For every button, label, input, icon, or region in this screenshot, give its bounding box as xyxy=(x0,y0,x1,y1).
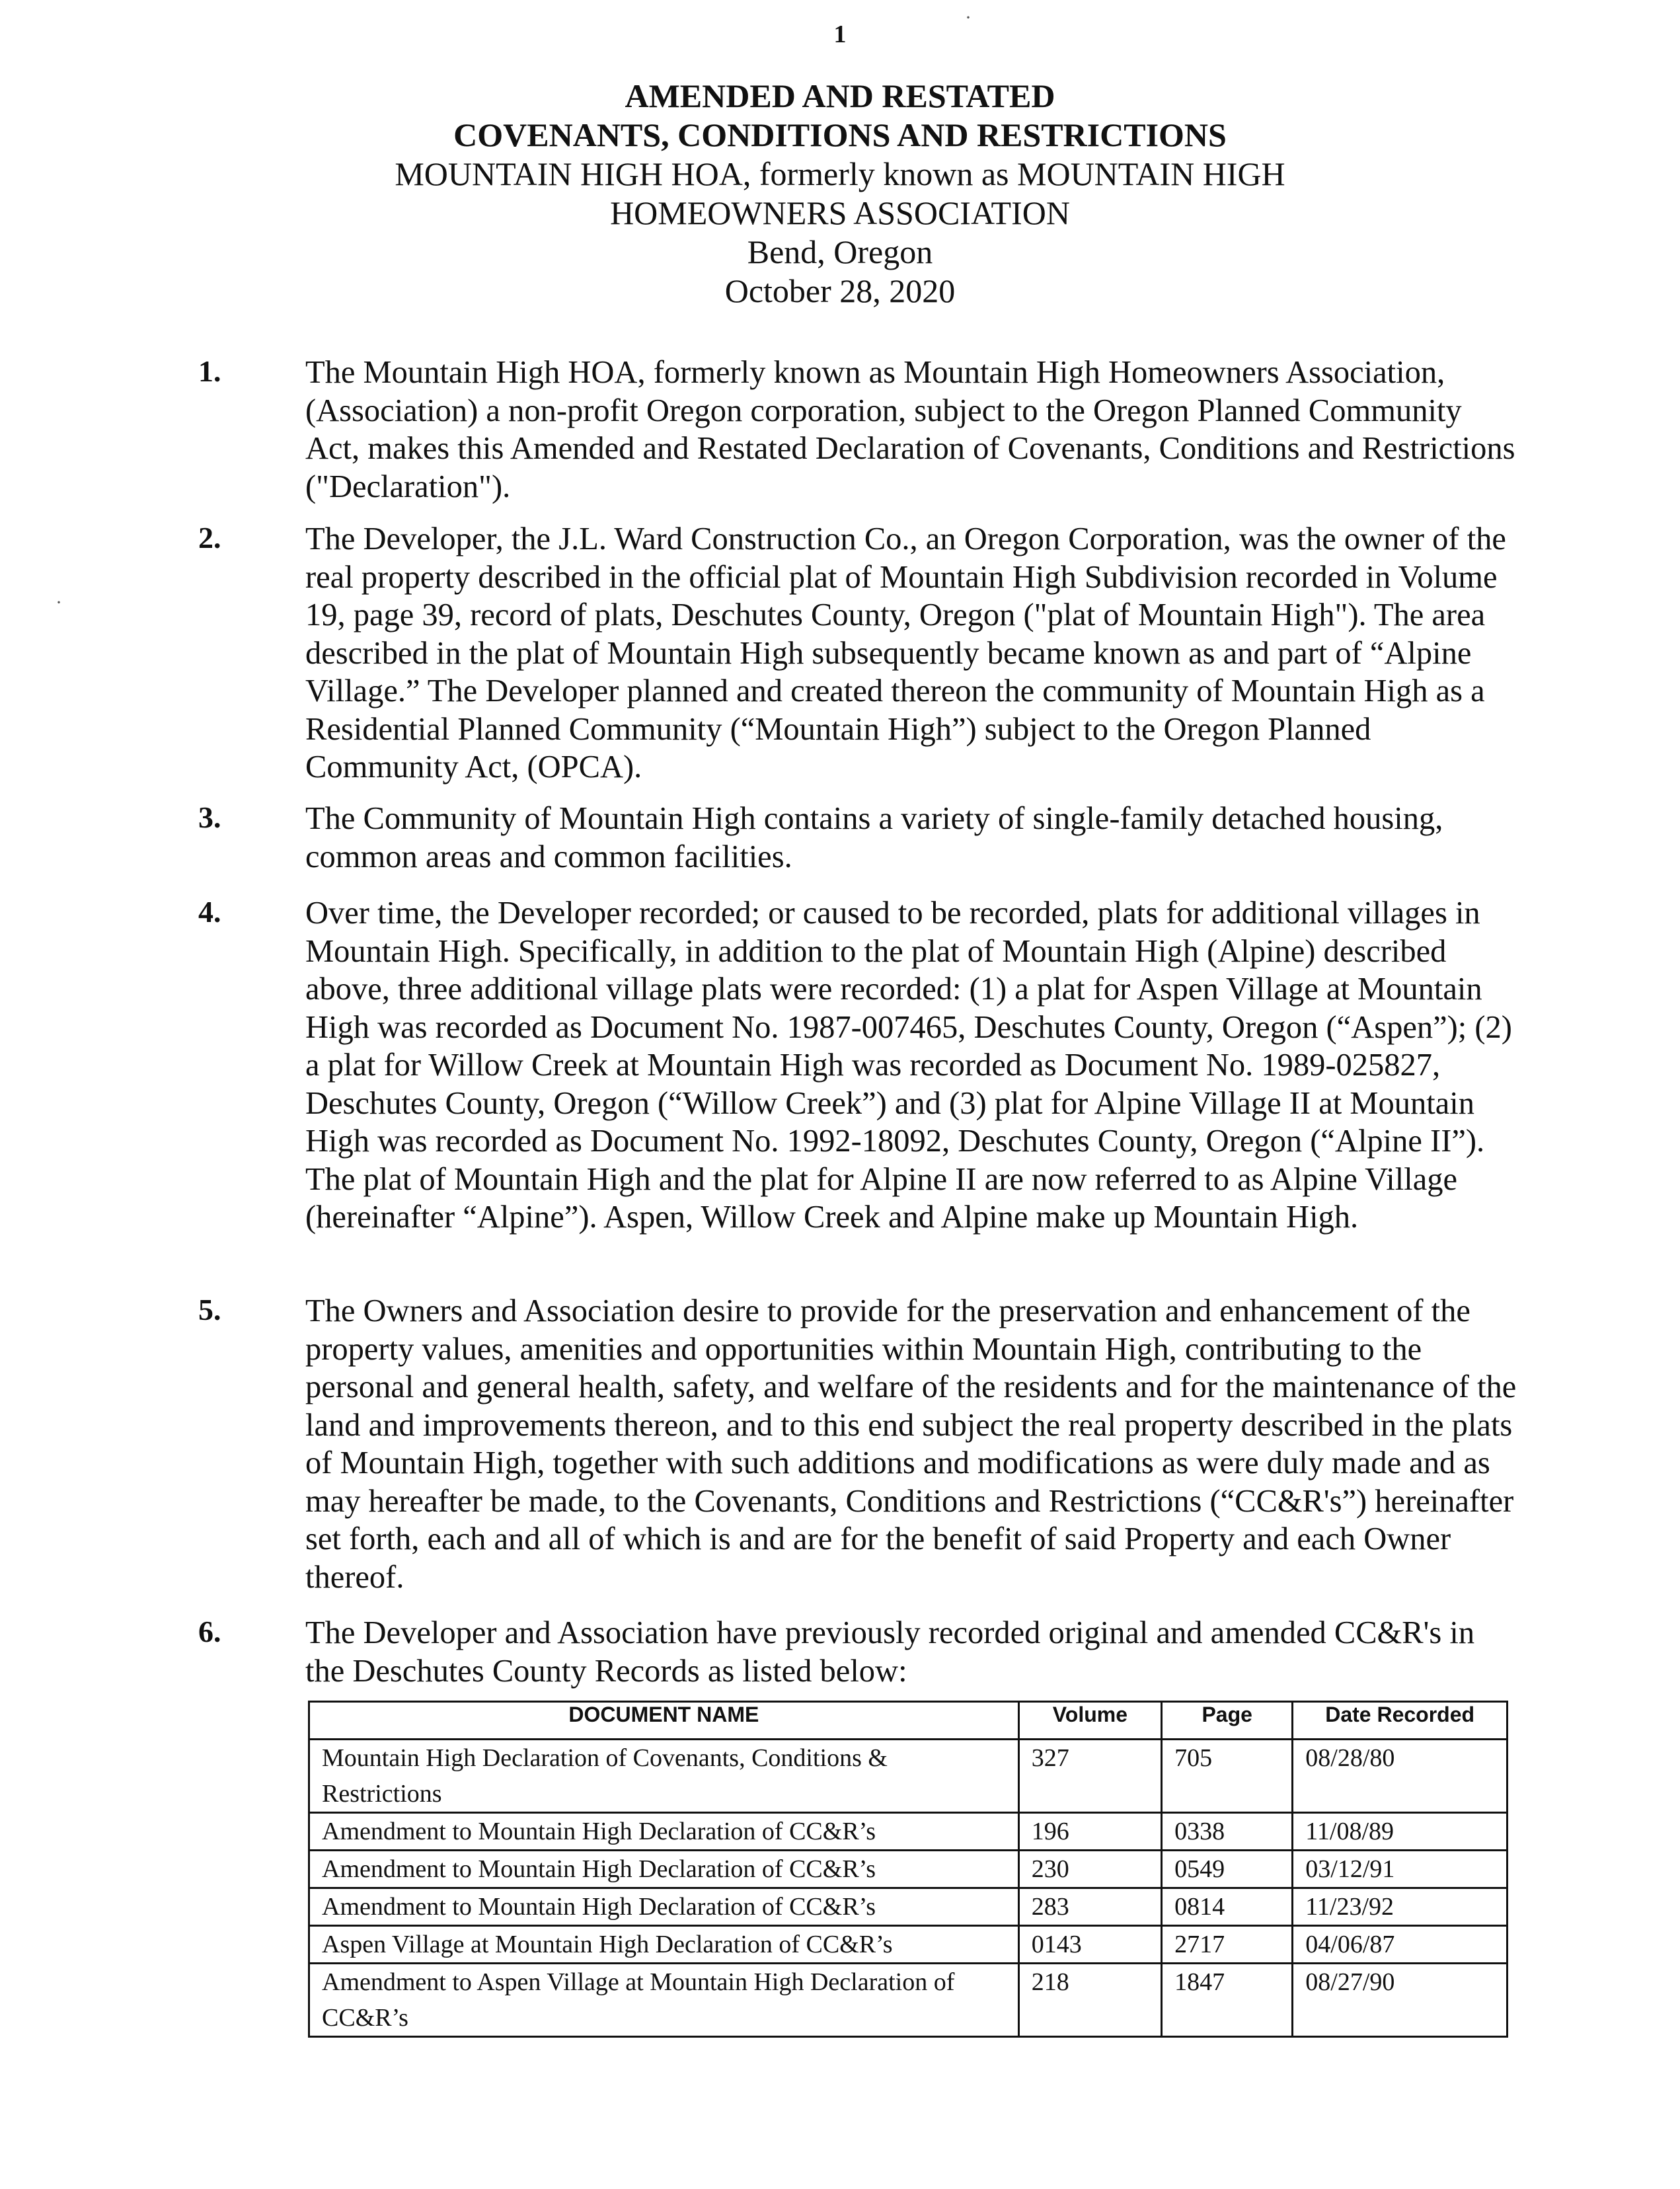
column-header-date-recorded: Date Recorded xyxy=(1293,1702,1508,1740)
title-line-2: COVENANTS, CONDITIONS AND RESTRICTIONS xyxy=(453,116,1227,153)
paragraph-number: 1. xyxy=(198,354,221,388)
cell-volume: 218 xyxy=(1018,1964,1161,2037)
document-header xyxy=(0,77,1680,311)
scan-speck: · xyxy=(965,7,972,28)
paragraph-number: 2. xyxy=(198,521,221,555)
paragraph-number: 4. xyxy=(198,895,221,929)
paragraph-text: The Developer, the J.L. Ward Construction Co., an Oregon Corporation, was the owner of the real property described in the official plat of Mountain High Subdivision recorded in Volume 19, page 39, record of plats, Deschutes County, Oregon ("plat of Mountain High"). The area described in the plat of Mountain High subsequently became known as and part of “Alpine Village.” The Developer planned and created thereon the community of Mountain High as a Residential Planned Community (“Mountain High”) subject to the Oregon Planned Community Act, (OPCA). xyxy=(305,521,1506,785)
cell-document-name: Amendment to Mountain High Declaration of CC&R’s xyxy=(309,1851,1019,1888)
table-row xyxy=(309,1888,1508,1926)
cell-date-recorded: 03/12/91 xyxy=(1293,1851,1508,1888)
column-header-page: Page xyxy=(1162,1702,1293,1740)
cell-date-recorded: 08/27/90 xyxy=(1293,1964,1508,2037)
cell-document-name: Aspen Village at Mountain High Declaration of CC&R’s xyxy=(309,1926,1019,1964)
cell-date-recorded: 11/23/92 xyxy=(1293,1888,1508,1926)
page-number: 1 xyxy=(833,20,847,48)
table-header-row xyxy=(309,1702,1508,1740)
table-row xyxy=(309,1851,1508,1888)
recorded-documents-table xyxy=(308,1701,1508,2038)
cell-volume: 196 xyxy=(1018,1813,1161,1851)
cell-volume: 230 xyxy=(1018,1851,1161,1888)
table-row xyxy=(309,1964,1508,2037)
association-name-line-1: MOUNTAIN HIGH HOA, formerly known as MOUNTAIN HIGH xyxy=(395,155,1285,192)
cell-volume: 283 xyxy=(1018,1888,1161,1926)
cell-page: 0814 xyxy=(1162,1888,1293,1926)
cell-page: 0549 xyxy=(1162,1851,1293,1888)
cell-page: 705 xyxy=(1162,1740,1293,1813)
paragraph-number: 5. xyxy=(198,1293,221,1326)
cell-page: 2717 xyxy=(1162,1926,1293,1964)
location: Bend, Oregon xyxy=(747,233,933,270)
cell-date-recorded: 11/08/89 xyxy=(1293,1813,1508,1851)
table-row xyxy=(309,1740,1508,1813)
paragraph-text: The Owners and Association desire to provide for the preservation and enhancement of the property values, amenities and opportunities within Mountain High, contributing to the personal and general health, safety, and welfare of the residents and for the maintenance of the land and improvements thereon, and to this end subject the real property described in the plats of Mountain High, together with such additions and modifications as were duly made and as may hereafter be made, to the Covenants, Conditions and Restrictions (“CC&R's”) hereinafter set forth, each and all of which is and are for the benefit of said Property and each Owner thereof. xyxy=(305,1293,1517,1595)
paragraph-text: The Mountain High HOA, formerly known as Mountain High Homeowners Association, (Association) a non-profit Oregon corporation, subject to the Oregon Planned Community Act, makes this Amended and Restated Declaration of Covenants, Conditions and Restrictions ("Declaration"). xyxy=(305,355,1515,504)
cell-date-recorded: 04/06/87 xyxy=(1293,1926,1508,1964)
table-row xyxy=(309,1813,1508,1851)
table-row xyxy=(309,1926,1508,1964)
cell-page: 0338 xyxy=(1162,1813,1293,1851)
cell-date-recorded: 08/28/80 xyxy=(1293,1740,1508,1813)
column-header-volume: Volume xyxy=(1018,1702,1161,1740)
paragraph-number: 6. xyxy=(198,1615,221,1648)
cell-document-name: Amendment to Aspen Village at Mountain High Declaration of CC&R’s xyxy=(309,1964,1019,2037)
document-date: October 28, 2020 xyxy=(724,272,956,309)
cell-document-name: Mountain High Declaration of Covenants, Conditions & Restrictions xyxy=(309,1740,1019,1813)
paragraph-text: The Developer and Association have previously recorded original and amended CC&R's in the Deschutes County Records as listed below: xyxy=(305,1615,1475,1689)
cell-volume: 0143 xyxy=(1018,1926,1161,1964)
association-name-line-2: HOMEOWNERS ASSOCIATION xyxy=(610,194,1070,231)
cell-document-name: Amendment to Mountain High Declaration of CC&R’s xyxy=(309,1888,1019,1926)
cell-page: 1847 xyxy=(1162,1964,1293,2037)
paragraph-text: Over time, the Developer recorded; or caused to be recorded, plats for additional villages in Mountain High. Specifically, in addition to the plat of Mountain High (Alpine) described above, three additional village plats were recorded: (1) a plat for Aspen Village at Mountain High was recorded as Document No. 1987-007465, Deschutes County, Oregon (“Aspen”); (2) a plat for Willow Creek at Mountain High was recorded as Document No. 1989-025827, Deschutes County, Oregon (“Willow Creek”) and (3) plat for Alpine Village II at Mountain High was recorded as Document No. 1992-18092, Deschutes County, Oregon (“Alpine II”). The plat of Mountain High and the plat for Alpine II are now referred to as Alpine Village (hereinafter “Alpine”). Aspen, Willow Creek and Alpine make up Mountain High. xyxy=(305,896,1512,1235)
paragraph-text: The Community of Mountain High contains a variety of single-family detached housing, common areas and common facilities. xyxy=(305,801,1443,874)
scan-speck: · xyxy=(56,592,62,613)
paragraph-number: 3. xyxy=(198,800,221,834)
cell-volume: 327 xyxy=(1018,1740,1161,1813)
title-line-1: AMENDED AND RESTATED xyxy=(625,77,1055,114)
cell-document-name: Amendment to Mountain High Declaration of CC&R’s xyxy=(309,1813,1019,1851)
column-header-document-name: DOCUMENT NAME xyxy=(309,1702,1019,1740)
